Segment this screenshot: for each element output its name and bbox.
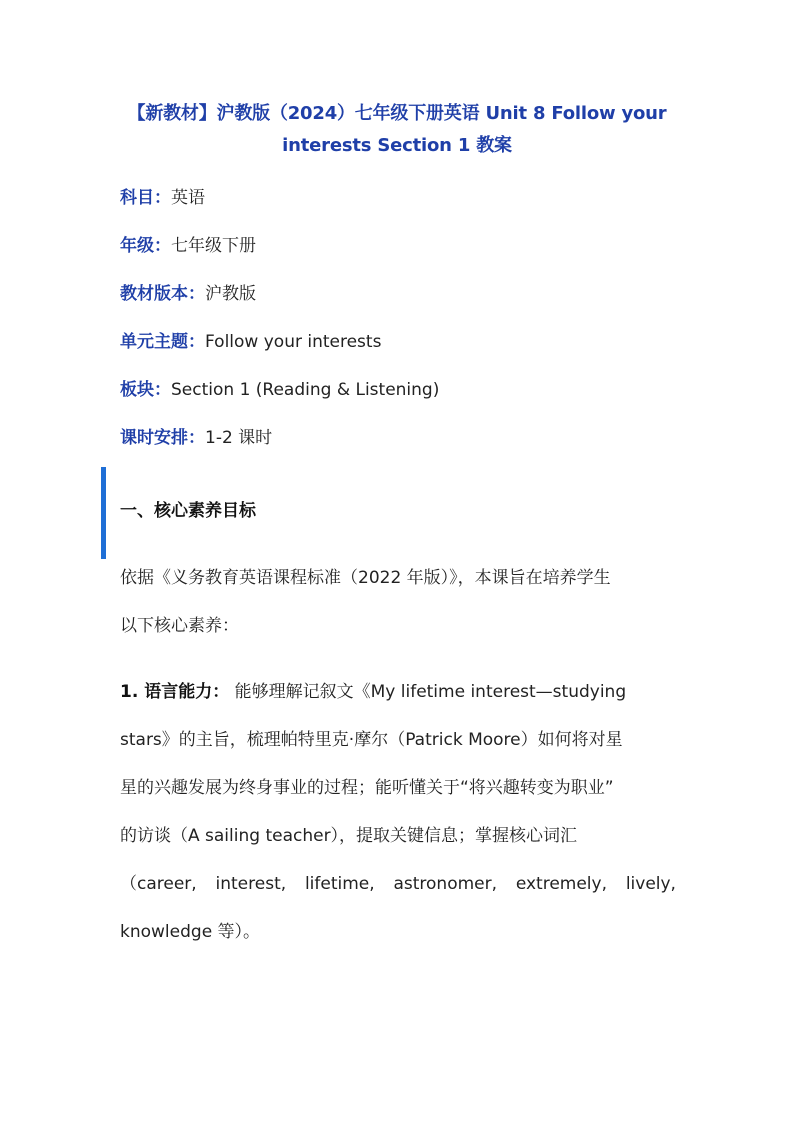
meta-periods-key: 课时安排：: [120, 428, 205, 448]
objective-line-6: knowledge 等）。: [120, 922, 261, 942]
section-accent-bar: [101, 467, 106, 559]
meta-edition-key: 教材版本：: [120, 284, 205, 304]
meta-subject-key: 科目：: [120, 188, 171, 208]
meta-block: [120, 378, 439, 402]
document-title: [110, 98, 684, 162]
objective-line-3: 星的兴趣发展为终身事业的过程；能听懂关于“将兴趣转变为职业”: [120, 778, 614, 798]
vocab-word: extremely,: [515, 874, 607, 894]
objective-line-1-text: 能够理解记叙文《My lifetime interest—studying: [234, 682, 627, 702]
meta-unit-theme: [120, 330, 381, 354]
vocab-word: lifetime,: [304, 874, 375, 894]
meta-unit-theme-key: 单元主题：: [120, 332, 205, 352]
objective-line-5: [120, 872, 676, 920]
intro-line-2: 以下核心素养：: [120, 616, 239, 636]
meta-subject: [120, 186, 205, 210]
intro-paragraph: [120, 566, 676, 662]
meta-periods: [120, 426, 272, 450]
meta-grade: [120, 234, 256, 258]
intro-line-1: 依据《义务教育英语课程标准（2022 年版）》，本课旨在培养学生: [120, 568, 611, 588]
meta-edition-value: 沪教版: [205, 284, 256, 304]
objective-line-2: stars》的主旨，梳理帕特里克·摩尔（Patrick Moore）如何将对星: [120, 730, 623, 750]
meta-grade-value: 七年级下册: [171, 236, 256, 256]
vocab-word: （career,: [120, 874, 197, 894]
meta-grade-key: 年级：: [120, 236, 171, 256]
meta-subject-value: 英语: [171, 188, 205, 208]
title-line-1: 【新教材】沪教版（2024）七年级下册英语 Unit 8 Follow your: [127, 103, 667, 124]
vocab-word: lively,: [625, 874, 676, 894]
meta-unit-theme-value: Follow your interests: [205, 332, 382, 352]
section-heading: 一、核心素养目标: [120, 501, 256, 521]
objective-item-1: [120, 680, 676, 968]
objective-line-4: 的访谈（A sailing teacher），提取关键信息；掌握核心词汇: [120, 826, 578, 846]
meta-block-value: Section 1 (Reading & Listening): [171, 380, 440, 400]
title-line-2: interests Section 1 教案: [282, 135, 512, 156]
meta-edition: [120, 282, 256, 306]
objective-label: 1. 语言能力：: [120, 682, 230, 702]
objective-line-1: [120, 680, 676, 728]
meta-block-key: 板块：: [120, 380, 171, 400]
vocab-word: interest,: [215, 874, 287, 894]
vocab-word: astronomer,: [393, 874, 498, 894]
meta-periods-value: 1-2 课时: [205, 428, 273, 448]
